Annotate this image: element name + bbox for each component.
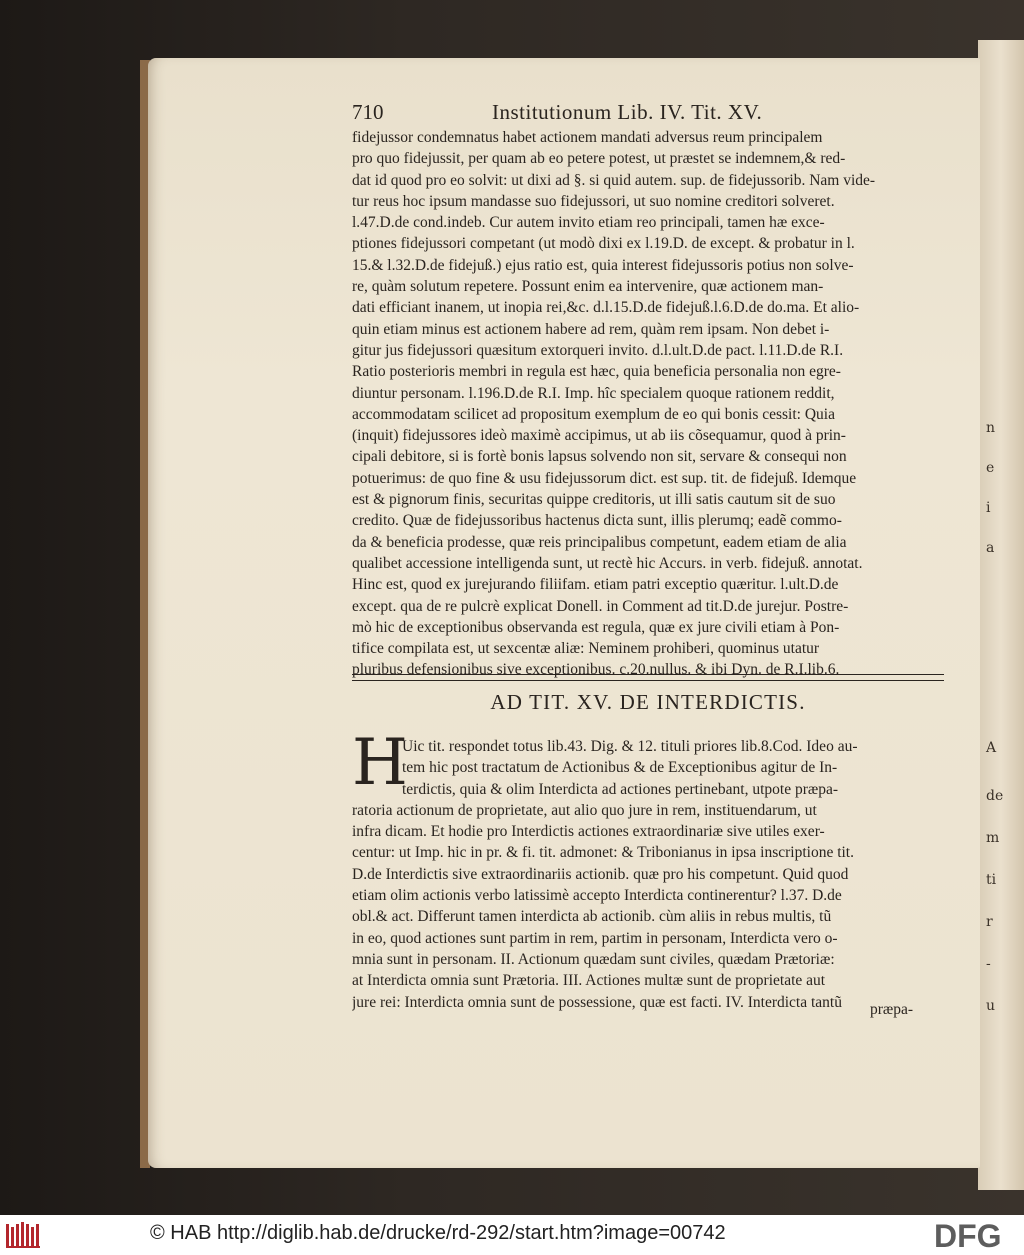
text-line: obl.& act. Differunt tamen interdicta ab actionib. cùm aliis in rebus multis, tũ <box>352 908 832 926</box>
copyright-link[interactable]: © HAB http://diglib.hab.de/drucke/rd-292/start.htm?image=00742 <box>150 1222 726 1244</box>
text-line: Hinc est, quod ex jurejurando filiifam. etiam patri exceptio quæritur. l.ult.D.de <box>352 576 839 594</box>
facing-page-edge <box>978 40 1024 1190</box>
facing-fragment: r <box>986 914 993 930</box>
body-text <box>352 127 952 681</box>
text-line: diuntur personam. l.196.D.de R.I. Imp. hîc specialem quoque rationem reddit, <box>352 384 835 402</box>
text-line: centur: ut Imp. hic in pr. & fi. tit. admonet: & Tribonianus in ipsa inscriptione tit. <box>352 844 854 862</box>
text-line: accommodatam scilicet ad propositum exemplum de eo qui bonis cessit: Quia <box>352 405 835 423</box>
facing-fragment: ti <box>986 872 997 888</box>
text-line: Uic tit. respondet totus lib.43. Dig. & 12. tituli priores lib.8.Cod. Ideo au- <box>402 738 858 755</box>
text-line: tur reus hoc ipsum mandasse suo fidejussori, ut suo nomine creditori solveret. <box>352 192 835 210</box>
running-head <box>352 100 952 128</box>
text-line: jure rei: Interdicta omnia sunt de possessione, quæ est facti. IV. Interdicta tantũ <box>352 993 842 1011</box>
text-line: da & beneficia prodesse, quæ reis principalibus competunt, eadem etiam de alia <box>352 533 847 551</box>
text-line: re, quàm solutum repetere. Possunt enim ea intervenire, quæ actionem man- <box>352 278 824 296</box>
section-rule-top <box>352 674 944 675</box>
text-line: est & pignorum finis, securitas quippe creditoris, ut illi satis cautum sit de suo <box>352 491 836 509</box>
facing-fragment: m <box>986 830 1000 846</box>
text-line: 15.& l.32.D.de fidejuß.) ejus ratio est, quia interest fidejussoris potius non solve- <box>352 256 854 274</box>
dfg-logo-icon[interactable] <box>932 1219 1018 1251</box>
text-line: qualibet accessione intelligenda sunt, ut rectè hic Accurs. in verb. fidejuß. annotat. <box>352 554 863 572</box>
section-rule-bottom <box>352 680 944 681</box>
page-number: 710 <box>352 100 384 124</box>
facing-fragment: a <box>986 540 995 556</box>
facing-fragment: e <box>986 460 995 476</box>
text-line: credito. Quæ de fidejussoribus hactenus dicta sunt, illis plerumq; eadẽ commo- <box>352 512 842 530</box>
text-line: cipali debitore, si is fortè bonis lapsus solvendo non sit, servare & consequi non <box>352 448 847 466</box>
text-line: dat id quod pro eo solvit: ut dixi ad §. si quid autem. sup. de fidejussorib. Nam vide- <box>352 171 876 189</box>
facing-fragment: u <box>986 998 996 1014</box>
text-line: terdictis, quia & olim Interdicta ad actiones pertinebant, utpote præpa- <box>402 780 839 798</box>
drop-cap-initial: H <box>352 726 408 800</box>
catchword: præpa- <box>870 1001 914 1018</box>
text-line: at Interdicta omnia sunt Prætoria. III. Actiones multæ sunt de proprietate aut <box>352 972 826 990</box>
dfg-logo-text: DFG <box>934 1219 1002 1251</box>
text-line: D.de Interdictis sive extraordinariis actionib. quæ pro his competunt. Quid quod <box>352 865 849 883</box>
text-line: fidejussor condemnatus habet actionem mandati adversus reum principalem <box>352 129 823 146</box>
text-line: Ratio posterioris membri in regula est hæc, quia beneficia personalia non egre- <box>352 363 841 381</box>
section-text <box>352 726 944 1013</box>
text-line: gitur jus fidejussori quæsitum extorqueri invito. d.l.ult.D.de pact. l.11.D.de R.I. <box>352 341 844 359</box>
text-line: etiam olim actionis verbo latissimè accepto Interdicta continerentur? l.37. D.de <box>352 887 842 905</box>
text-line: in eo, quod actiones sunt partim in rem, partim in personam, Interdicta vero o- <box>352 929 838 947</box>
text-line: tifice compilata est, ut sexcentæ aliæ: Neminem prohiberi, quominus utatur <box>352 640 820 658</box>
text-line: mnia sunt in personam. II. Actionum quædam sunt civiles, quædam Prætoriæ: <box>352 950 835 968</box>
text-line: mò hic de exceptionibus observanda est regula, quæ ex jure civili etiam à Pon- <box>352 618 840 636</box>
facing-fragment: - <box>986 956 991 972</box>
text-line: except. qua de re pulcrè explicat Donell. in Comment ad tit.D.de jurejur. Postre- <box>352 597 849 615</box>
text-line: tem hic post tractatum de Actionibus & de Exceptionibus agitur de In- <box>402 759 838 777</box>
text-line: infra dicam. Et hodie pro Interdictis actiones extraordinariæ sive utiles exer- <box>352 823 825 841</box>
facing-fragment: n <box>986 420 996 436</box>
facing-fragment: A <box>986 740 997 756</box>
text-line: ptiones fidejussori competant (ut modò dixi ex l.19.D. de except. & probatur in l. <box>352 235 855 253</box>
text-line: pro quo fidejussit, per quam ab eo petere potest, ut præstet se indemnem,& red- <box>352 150 846 168</box>
facing-fragment: de <box>986 788 1004 804</box>
text-line: dati efficiant inanem, ut inopia rei,&c. d.l.15.D.de fidejuß.l.6.D.de do.ma. Et alio- <box>352 299 860 317</box>
text-line: l.47.D.de cond.indeb. Cur autem invito etiam reo principali, tamen hæ exce- <box>352 214 825 232</box>
text-line: ratoria actionum de proprietate, aut alio quo jure in rem, instituendarum, ut <box>352 801 817 819</box>
section-title: AD TIT. XV. DE INTERDICTIS. <box>490 690 806 714</box>
text-line: (inquit) fidejussores ideò maximè accipimus, ut ab iis cõsequamur, quod à prin- <box>352 427 846 445</box>
text-line: potuerimus: de quo fine & usu fidejussorum dict. est sup. tit. de fidejuß. Idemque <box>352 469 857 487</box>
running-head-title: Institutionum Lib. IV. Tit. XV. <box>492 100 763 124</box>
hab-logo-icon[interactable] <box>6 1222 44 1248</box>
facing-fragment: i <box>986 500 991 516</box>
text-line: quin etiam minus est actionem habere ad rem, quàm rem ipsam. Non debet i- <box>352 320 830 338</box>
text-line: pluribus defensionibus sive exceptionibus. c.20.nullus. & ibi Dyn. de R.I.lib.6. <box>352 661 840 679</box>
